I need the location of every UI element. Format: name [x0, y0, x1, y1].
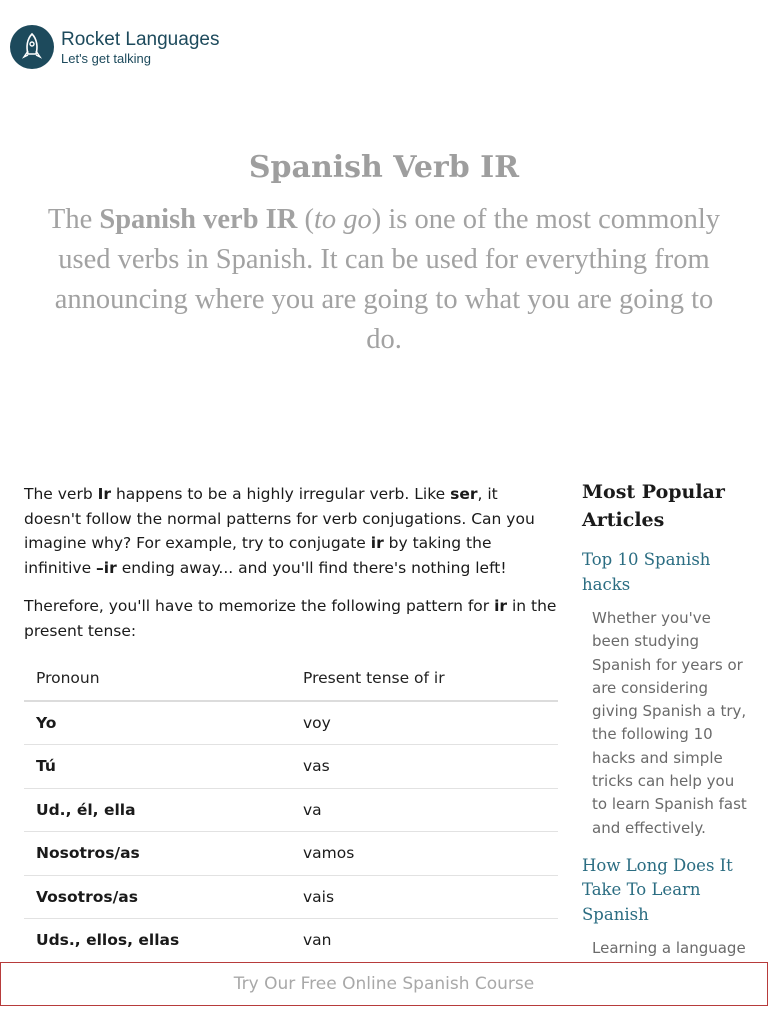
text: , it doesn't follow the normal patterns for verb conjugations. Can you imagine why? For example, try to conjugate [24, 485, 535, 552]
pronoun-cell: Yo [24, 701, 291, 745]
sidebar-title: Most Popular Articles [582, 481, 725, 531]
table-row [24, 788, 558, 832]
article-summary: Whether you've been studying Spanish for years or are considering giving Spanish a try, the following 10 hacks and simple tricks can help you to learn Spanish fast and effectively. [592, 609, 747, 837]
free-course-button[interactable]: Try Our Free Online Spanish Course [0, 962, 768, 1006]
column-header-present-tense: Present tense of ir [291, 657, 558, 701]
text: Therefore, you'll have to memorize the following pattern for [24, 597, 495, 615]
form-cell: voy [291, 701, 558, 745]
hero-desc-part: ) is one of the most commonly used verbs in Spanish. It can be used for everything from announcing where you are going to what you are going to do. [54, 204, 721, 355]
text: in the present tense: [24, 597, 557, 640]
article-body [24, 482, 558, 963]
text-bold: ser [450, 485, 478, 503]
hero-desc-part: ( [297, 204, 314, 235]
pronoun-cell: Tú [24, 745, 291, 789]
form-cell: vamos [291, 832, 558, 876]
form-cell: vas [291, 745, 558, 789]
text-bold: ir [494, 597, 508, 615]
page-title: Spanish Verb IR [248, 150, 520, 185]
text: happens to be a highly irregular verb. Like [111, 485, 451, 503]
form-cell: va [291, 788, 558, 832]
table-row [24, 701, 558, 745]
pronoun-cell: Uds., ellos, ellas [24, 919, 291, 963]
column-header-pronoun: Pronoun [24, 657, 291, 701]
text: by taking the infinitive [24, 534, 492, 577]
pronoun-cell: Vosotros/as [24, 875, 291, 919]
hero-desc-part: The [47, 204, 100, 235]
paragraph-memorize [24, 594, 558, 643]
pronoun-cell: Nosotros/as [24, 832, 291, 876]
sidebar-popular-articles [582, 478, 752, 961]
form-cell: van [291, 919, 558, 963]
text-bold: ir [370, 534, 384, 552]
hero-desc-italic: to go [313, 204, 372, 235]
brand-tagline: Let's get talking [61, 50, 151, 66]
pronoun-cell: Ud., él, ella [24, 788, 291, 832]
article-link-top-10-hacks[interactable]: Top 10 Spanish hacks [582, 550, 711, 594]
brand-name[interactable]: Rocket Languages [61, 28, 220, 50]
table-row [24, 919, 558, 963]
site-header [10, 25, 219, 69]
text: The verb [24, 485, 98, 503]
form-cell: vais [291, 875, 558, 919]
article-summary: Learning a language [592, 939, 746, 958]
conjugation-table [24, 657, 558, 963]
hero-description [34, 200, 734, 360]
rocket-icon[interactable] [10, 25, 54, 69]
text-bold: Ir [97, 485, 112, 503]
text: ending away... and you'll find there's nothing left! [116, 558, 507, 577]
text-bold: –ir [96, 558, 117, 577]
table-row [24, 832, 558, 876]
table-row [24, 875, 558, 919]
table-row [24, 745, 558, 789]
paragraph-intro [24, 482, 558, 580]
hero-desc-bold: Spanish verb IR [99, 204, 298, 235]
logo-text[interactable] [61, 30, 219, 65]
hero [0, 150, 768, 360]
article-link-how-long[interactable]: How Long Does It Take To Learn Spanish [582, 855, 733, 924]
table-header-row [24, 657, 558, 701]
